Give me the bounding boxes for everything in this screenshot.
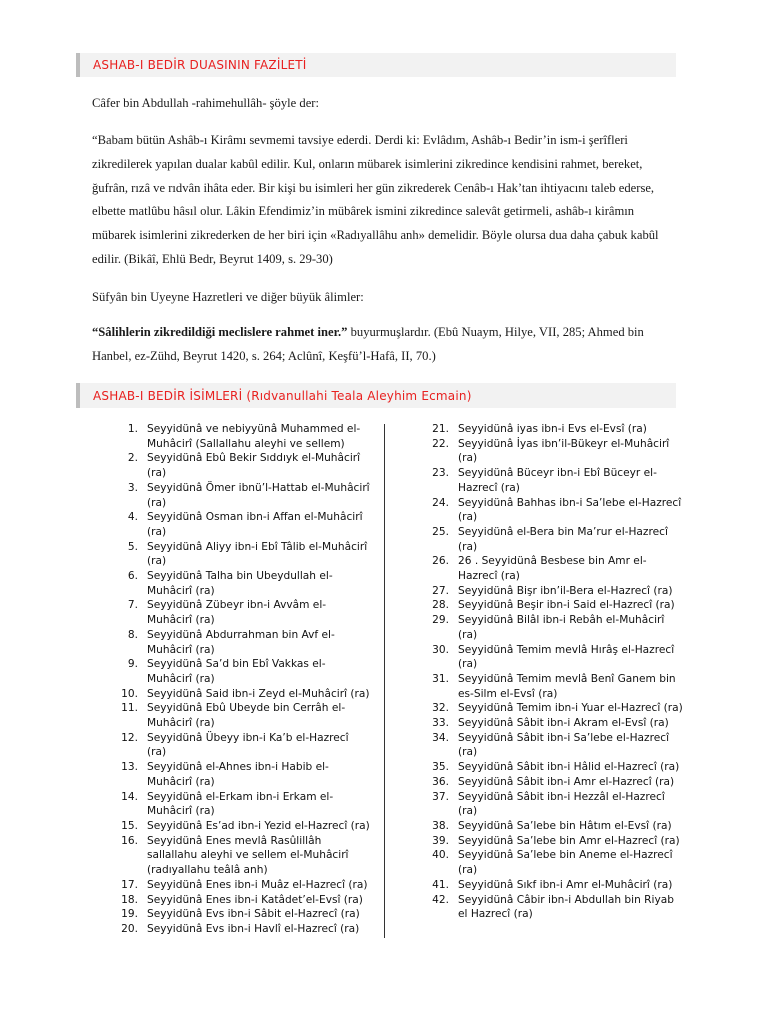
list-item-name: Seyyidünâ el-Erkam ibn-i Erkam el-Muhâcirî (ra) [147,790,334,818]
list-item-number: 6. [127,570,138,583]
list-item-name: Seyyidünâ Sa’lebe bin Hâtım el-Evsî (ra) [458,819,672,832]
list-item-name: Seyyidünâ Bilâl ibn-i Rebâh el-Muhâcirî (ra) [458,614,665,641]
list-item-number: 15. [121,819,138,832]
list-item-number: 28. [432,599,449,612]
list-item-number: 27. [432,584,449,597]
list-item [411,554,683,583]
list-item [411,819,683,834]
list-item-name: Seyyidünâ Übeyy ibn-i Ka’b el-Hazrecî (ra) [147,731,349,759]
list-item-number: 19. [121,908,138,921]
list-item-name: Seyyidünâ Talha bin Ubeydullah el-Muhâcirî (ra) [147,570,333,597]
list-item-number: 16. [121,834,138,847]
list-item-number: 20. [121,922,138,935]
list-item-number: 35. [432,761,449,774]
list-item-name: Seyyidünâ Ömer ibnü’l-Hattab el-Muhâcirî (ra) [147,481,370,509]
list-item-name: Seyyidünâ Temim ibn-i Yuar el-Hazrecî (ra) [458,702,683,715]
names-list-right [411,422,683,922]
list-item [411,893,683,922]
list-item [100,481,370,510]
list-item-number: 37. [432,790,449,803]
list-item-name: Seyyidünâ Câbir ibn-i Abdullah bin Riyab el Hazrecî (ra) [458,893,674,921]
list-item [411,496,683,525]
list-item [100,893,370,908]
list-item [411,525,683,554]
list-item-number: 26. [432,555,449,568]
list-item-number: 40. [432,849,449,862]
list-item-name: Seyyidünâ Sâbit ibn-i Akram el-Evsî (ra) [458,717,669,730]
list-item [411,466,683,495]
list-item-name: Seyyidünâ İyas ibn’il-Bükeyr el-Muhâcirî (ra) [458,437,670,465]
list-item-number: 8. [127,628,138,641]
list-item-name: Seyyidünâ Ebû Ubeyde bin Cerrâh el-Muhâcirî (ra) [147,702,346,730]
list-item-name: Seyyidünâ el-Ahnes ibn-i Habib el-Muhâcirî (ra) [147,761,329,788]
list-item-number: 38. [432,819,449,832]
list-item-number: 3. [127,481,138,494]
list-item [100,510,370,539]
list-item [100,451,370,480]
list-item-number: 10. [121,687,138,700]
list-item-number: 4. [127,511,138,524]
list-item [411,437,683,466]
saying-bold-text: “Sâlihlerin zikredildiği meclislere rahmet iner.” [92,325,348,339]
column-divider [384,424,385,938]
intro-paragraph: Câfer bin Abdullah -rahimehullâh- şöyle der: [92,96,319,110]
list-item [100,790,370,819]
list-item [411,643,683,672]
quote-paragraph: “Babam bütün Ashâb-ı Kirâmı sevmemi tavsiye ederdi. Derdi ki: Evlâdım, Ashâb-ı Bedir’in ism-i şerîfleri zikredilerek yapılan dualar kabûl edilir. Kul, onların mübarek isimlerini zikredince kendisini rahmet, bereket, ğufrân, rızâ ve rıdvân ihâta eder. Bir kişi bu isimleri her gün zikrederek Cenâb-ı Hak’tan ihtiyacını taleb ederse, elbette matlûbu hâsıl olur. Lâkin Efendimiz’in mübârek ismini zikredince salevât getirmeli, ashâb-ı kirâmın mübarek isimlerini zikrederken de her biri için «Radıyallâhu anh» demelidir. Böyle olursa dua daha çabuk kabûl edilir. (Bikâî, Ehlü Bedr, Beyrut 1409, s. 29-30) [92,133,659,266]
list-item-number: 9. [127,658,138,671]
list-item-name: Seyyidünâ Abdurrahman bin Avf el-Muhâcirî (ra) [147,628,335,656]
list-item-name: Seyyidünâ iyas ibn-i Evs el-Evsî (ra) [458,423,647,435]
list-item-number: 24. [432,496,449,509]
list-item-name: Seyyidünâ Bahhas ibn-i Sa’lebe el-Hazrecî (ra) [458,496,682,524]
names-list-left [100,422,370,937]
list-item-name: Seyyidünâ Enes ibn-i Katâdet’el-Evsî (ra) [147,893,363,906]
list-item-number: 13. [121,761,138,774]
list-item [100,760,370,789]
list-item [100,687,370,702]
list-item-name: Seyyidünâ Evs ibn-i Sâbit el-Hazrecî (ra) [147,908,360,921]
list-item [100,569,370,598]
list-item-number: 42. [432,893,449,906]
list-item-number: 29. [432,614,449,627]
list-item [100,819,370,834]
list-item [411,731,683,760]
list-item-number: 11. [121,702,138,715]
list-item-name: Seyyidünâ el-Bera bin Ma’rur el-Hazrecî (ra) [458,525,668,553]
list-item [100,422,370,451]
list-item-name: Seyyidünâ Sâbit ibn-i Hezzâl el-Hazrecî (ra) [458,790,665,818]
list-item-number: 30. [432,643,449,656]
list-item [411,701,683,716]
list-item [100,834,370,878]
list-item [411,584,683,599]
list-item-name: Seyyidünâ Temim mevlâ Hırâş el-Hazrecî (ra) [458,643,675,671]
list-item-number: 18. [121,893,138,906]
list-item [411,613,683,642]
list-item-number: 32. [432,702,449,715]
list-item-name: Seyyidünâ Enes mevlâ Rasûlillâh sallallahu aleyhi ve sellem el-Muhâcirî (radıyallahu teâlâ anh) [147,834,349,877]
list-item-name: Seyyidünâ Sâbit ibn-i Sa’lebe el-Hazrecî (ra) [458,731,670,759]
list-item-name: Seyyidünâ Beşir ibn-i Said el-Hazrecî (ra) [458,599,675,612]
list-item-name: Seyyidünâ Evs ibn-i Havlî el-Hazrecî (ra) [147,922,360,935]
list-item-number: 23. [432,467,449,480]
list-item-name: Seyyidünâ Sa’lebe bin Aneme el-Hazrecî (ra) [458,849,673,877]
list-item-number: 5. [127,540,138,553]
list-item-name: Seyyidünâ Temim mevlâ Benî Ganem bin es-Silm el-Evsî (ra) [458,672,676,700]
list-item-number: 36. [432,775,449,788]
section-heading-isimler: ASHAB-I BEDİR İSİMLERİ (Rıdvanullahi Teala Aleyhim Ecmain) [76,383,676,408]
list-item [411,848,683,877]
list-item-number: 25. [432,525,449,538]
section-heading-fazilet: ASHAB-I BEDİR DUASININ FAZİLETİ [76,53,676,77]
saying-paragraph [92,321,677,369]
list-item-name: Seyyidünâ Aliyy ibn-i Ebî Tâlib el-Muhâcirî (ra) [147,540,368,568]
list-item-number: 39. [432,834,449,847]
list-item-name: Seyyidünâ Bişr ibn’il-Bera el-Hazrecî (ra) [458,584,673,597]
list-item-name: Seyyidünâ Zübeyr ibn-i Avvâm el-Muhâcirî (ra) [147,599,327,627]
list-item-name: Seyyidünâ Sa’lebe bin Amr el-Hazrecî (ra) [458,834,680,847]
list-item-number: 31. [432,672,449,685]
saying-rest-text: buyurmuşlardır. (Ebû Nuaym, Hilye, VII, 285; Ahmed bin Hanbel, ez-Zühd, Beyrut 1420, s. 264; Aclûnî, Keşfü’l-Hafâ, II, 70.) [92,325,644,363]
list-item-number: 34. [432,731,449,744]
list-item-number: 2. [127,452,138,465]
list-item-name: Seyyidünâ Es’ad ibn-i Yezid el-Hazrecî (ra) [147,819,370,832]
list-item [411,878,683,893]
list-item-name: Seyyidünâ Osman ibn-i Affan el-Muhâcirî (ra) [147,511,363,538]
list-item [100,878,370,893]
list-item [100,907,370,922]
list-item-name: 26 . Seyyidünâ Besbese bin Amr el-Hazrecî (ra) [458,555,647,583]
list-item [411,790,683,819]
list-item [100,628,370,657]
list-item-name: Seyyidünâ Sâbit ibn-i Amr el-Hazrecî (ra) [458,775,675,788]
list-item [100,701,370,730]
list-item-name: Seyyidünâ Enes ibn-i Muâz el-Hazrecî (ra) [147,878,368,891]
list-item-number: 12. [121,731,138,744]
list-item [100,657,370,686]
list-item [411,422,683,437]
list-item [411,716,683,731]
list-item [100,731,370,760]
list-item-name: Seyyidünâ Sa’d bin Ebî Vakkas el-Muhâcirî (ra) [147,658,326,685]
list-item-name: Seyyidünâ Büceyr ibn-i Ebî Büceyr el-Hazrecî (ra) [458,467,657,494]
list-item-number: 21. [432,423,449,435]
list-item [411,598,683,613]
list-item-name: Seyyidünâ Sâbit ibn-i Hâlid el-Hazrecî (ra) [458,761,680,774]
list-item [100,540,370,569]
list-item-number: 1. [127,423,138,435]
list-item [100,922,370,937]
list-item-number: 22. [432,437,449,450]
list-item [411,775,683,790]
list-item-number: 41. [432,878,449,891]
list-item-name: Seyyidünâ Sıkf ibn-i Amr el-Muhâcirî (ra) [458,878,673,891]
sufyan-paragraph: Süfyân bin Uyeyne Hazretleri ve diğer büyük âlimler: [92,290,364,304]
list-item [411,834,683,849]
list-item-number: 7. [127,599,138,612]
list-item-name: Seyyidünâ Ebû Bekir Sıddıyk el-Muhâcirî (ra) [147,452,361,480]
list-item-name: Seyyidünâ Said ibn-i Zeyd el-Muhâcirî (ra) [147,687,370,700]
list-item-number: 17. [121,878,138,891]
list-item-number: 14. [121,790,138,803]
list-item [100,598,370,627]
list-item-number: 33. [432,717,449,730]
list-item [411,672,683,701]
list-item [411,760,683,775]
list-item-name: Seyyidünâ ve nebiyyünâ Muhammed el-Muhâcirî (Sallallahu aleyhi ve sellem) [147,423,361,450]
